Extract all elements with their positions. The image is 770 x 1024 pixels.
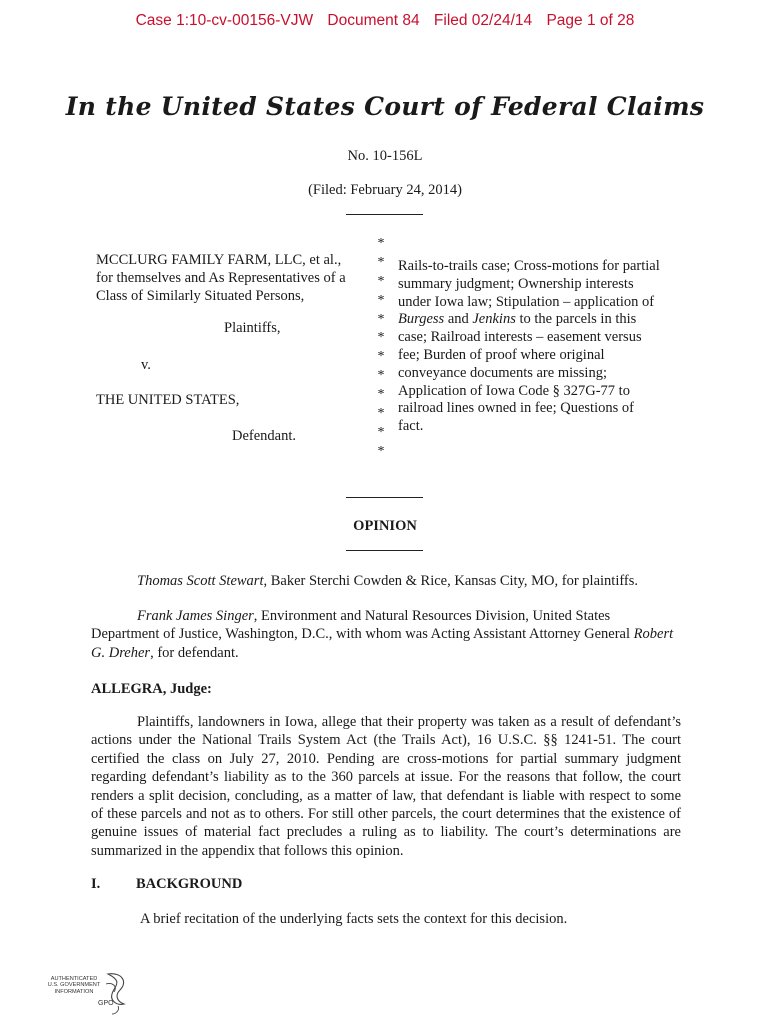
headnote-text: railroad lines owned in fee; Questions of bbox=[398, 400, 634, 417]
defendant-label: Defendant. bbox=[232, 428, 297, 444]
divider-top bbox=[346, 214, 423, 215]
caption-star: * bbox=[377, 273, 385, 289]
headnote-line bbox=[398, 347, 688, 365]
plaintiffs-counsel bbox=[91, 572, 681, 590]
plaintiff-line: for themselves and As Representatives of a bbox=[96, 269, 346, 286]
page-count-stamp: Page 1 of 28 bbox=[546, 12, 635, 29]
caption-star: * bbox=[377, 368, 385, 384]
headnote-line bbox=[398, 329, 688, 347]
headnote-text: case; Railroad interests – easement versus bbox=[398, 329, 642, 346]
plaintiff-line: Class of Similarly Situated Persons, bbox=[96, 287, 305, 304]
plaintiffs-label: Plaintiffs, bbox=[224, 320, 281, 336]
headnote-case-name: Burgess bbox=[398, 311, 445, 328]
headnote-line bbox=[398, 276, 688, 294]
filed-date: (Filed: February 24, 2014) bbox=[308, 182, 462, 198]
divider-opinion-top bbox=[346, 497, 423, 498]
section-title: BACKGROUND bbox=[136, 876, 243, 892]
headnote-line bbox=[398, 311, 688, 329]
plaintiff-line: MCCLURG FAMILY FARM, LLC, et al., bbox=[96, 252, 342, 268]
defendant-counsel-detail: , Environment and Natural Resources Division, United States Department of Justice, Washington, D.C., with whom was Acting Assistant Attorney General bbox=[91, 608, 634, 643]
document-number-stamp: Document 84 bbox=[327, 12, 420, 29]
headnote-line bbox=[398, 400, 688, 418]
court-title: In the United States Court of Federal Claims bbox=[65, 92, 705, 121]
defendant-counsel-end: , for defendant. bbox=[150, 644, 239, 661]
plaintiff-caption bbox=[96, 252, 371, 305]
headnote-text: under Iowa law; Stipulation – application of bbox=[398, 293, 655, 310]
versus: v. bbox=[141, 357, 151, 373]
seal-line: AUTHENTICATED bbox=[50, 976, 98, 982]
caption-star: * bbox=[377, 330, 385, 346]
caption-star: * bbox=[377, 443, 385, 459]
headnote-line bbox=[398, 365, 688, 383]
seal-line: U.S. GOVERNMENT bbox=[47, 982, 101, 989]
filing-header bbox=[0, 12, 770, 30]
headnote-line bbox=[398, 294, 688, 312]
headnote-text: fact. bbox=[398, 418, 424, 435]
headnote-text: conveyance documents are missing; bbox=[398, 364, 607, 381]
caption-star: * bbox=[377, 424, 385, 440]
filed-date-stamp: Filed 02/24/14 bbox=[433, 12, 533, 29]
eagle-emblem-icon bbox=[102, 972, 130, 1016]
headnote-text: fee; Burden of proof where original bbox=[398, 346, 605, 363]
divider-opinion-bottom bbox=[346, 550, 423, 551]
caption-star: * bbox=[377, 406, 385, 422]
defendant-attorney-name: Frank James Singer bbox=[137, 608, 254, 624]
plaintiffs-counsel-detail: , Baker Sterchi Cowden & Rice, Kansas City, MO, for plaintiffs. bbox=[263, 573, 639, 589]
headnote-case-name: Jenkins bbox=[472, 311, 516, 328]
caption-star: * bbox=[377, 236, 385, 251]
headnote-text: to the parcels in this bbox=[515, 311, 637, 328]
headnote-text: summary judgment; Ownership interests bbox=[398, 275, 634, 292]
headnote-line bbox=[398, 258, 688, 276]
defendant-name: THE UNITED STATES, bbox=[96, 392, 240, 408]
headnote-text: Application of Iowa Code § 327G-77 to bbox=[398, 382, 630, 399]
caption-star: * bbox=[377, 311, 385, 327]
caption-star: * bbox=[377, 292, 385, 308]
case-number-stamp: Case 1:10-cv-00156-VJW bbox=[135, 12, 314, 29]
gpo-authentication-seal bbox=[46, 972, 146, 1020]
caption-star-column bbox=[374, 236, 388, 463]
seal-line: INFORMATION bbox=[54, 988, 94, 995]
opinion-heading: OPINION bbox=[353, 518, 417, 534]
headnote-line bbox=[398, 418, 688, 436]
intro-paragraph: Plaintiffs, landowners in Iowa, allege that their property was taken as a result of defendant’s actions under the National Trails System Act (the Trails Act), 16 U.S.C. §§ 1241-51. The court certified the class on July 27, 2010. Pending are cross-motions for partial summary judgment regarding defendant’s liability as to the 360 parcels at issue. For the reasons that follow, the court renders a split decision, concluding, as a matter of law, that defendant is liable with respect to some of these parcels and not as to others. For still other parcels, the court determines that the existence of genuine issues of material fact precludes a ruling as to liability. The court’s determinations are summarized in the appendix that follows this opinion. bbox=[91, 714, 681, 859]
headnote bbox=[398, 258, 688, 436]
background-sentence: A brief recitation of the underlying facts sets the context for this decision. bbox=[140, 911, 568, 927]
judge-heading: ALLEGRA, Judge: bbox=[91, 681, 212, 697]
seal-text bbox=[46, 976, 102, 995]
defendant-supervisor-name: Robert G. Dreher bbox=[91, 626, 674, 661]
docket-number: No. 10-156L bbox=[347, 148, 423, 164]
headnote-text: Rails-to-trails case; Cross-motions for partial bbox=[398, 258, 660, 274]
headnote-text: and bbox=[444, 311, 473, 328]
caption-star: * bbox=[377, 254, 385, 270]
caption-star: * bbox=[377, 387, 385, 403]
caption-star: * bbox=[377, 349, 385, 365]
section-number: I. bbox=[91, 876, 101, 892]
seal-agency: GPO bbox=[98, 1000, 114, 1007]
plaintiffs-attorney-name: Thomas Scott Stewart bbox=[137, 573, 264, 589]
headnote-line bbox=[398, 383, 688, 401]
defendant-counsel bbox=[91, 607, 681, 662]
